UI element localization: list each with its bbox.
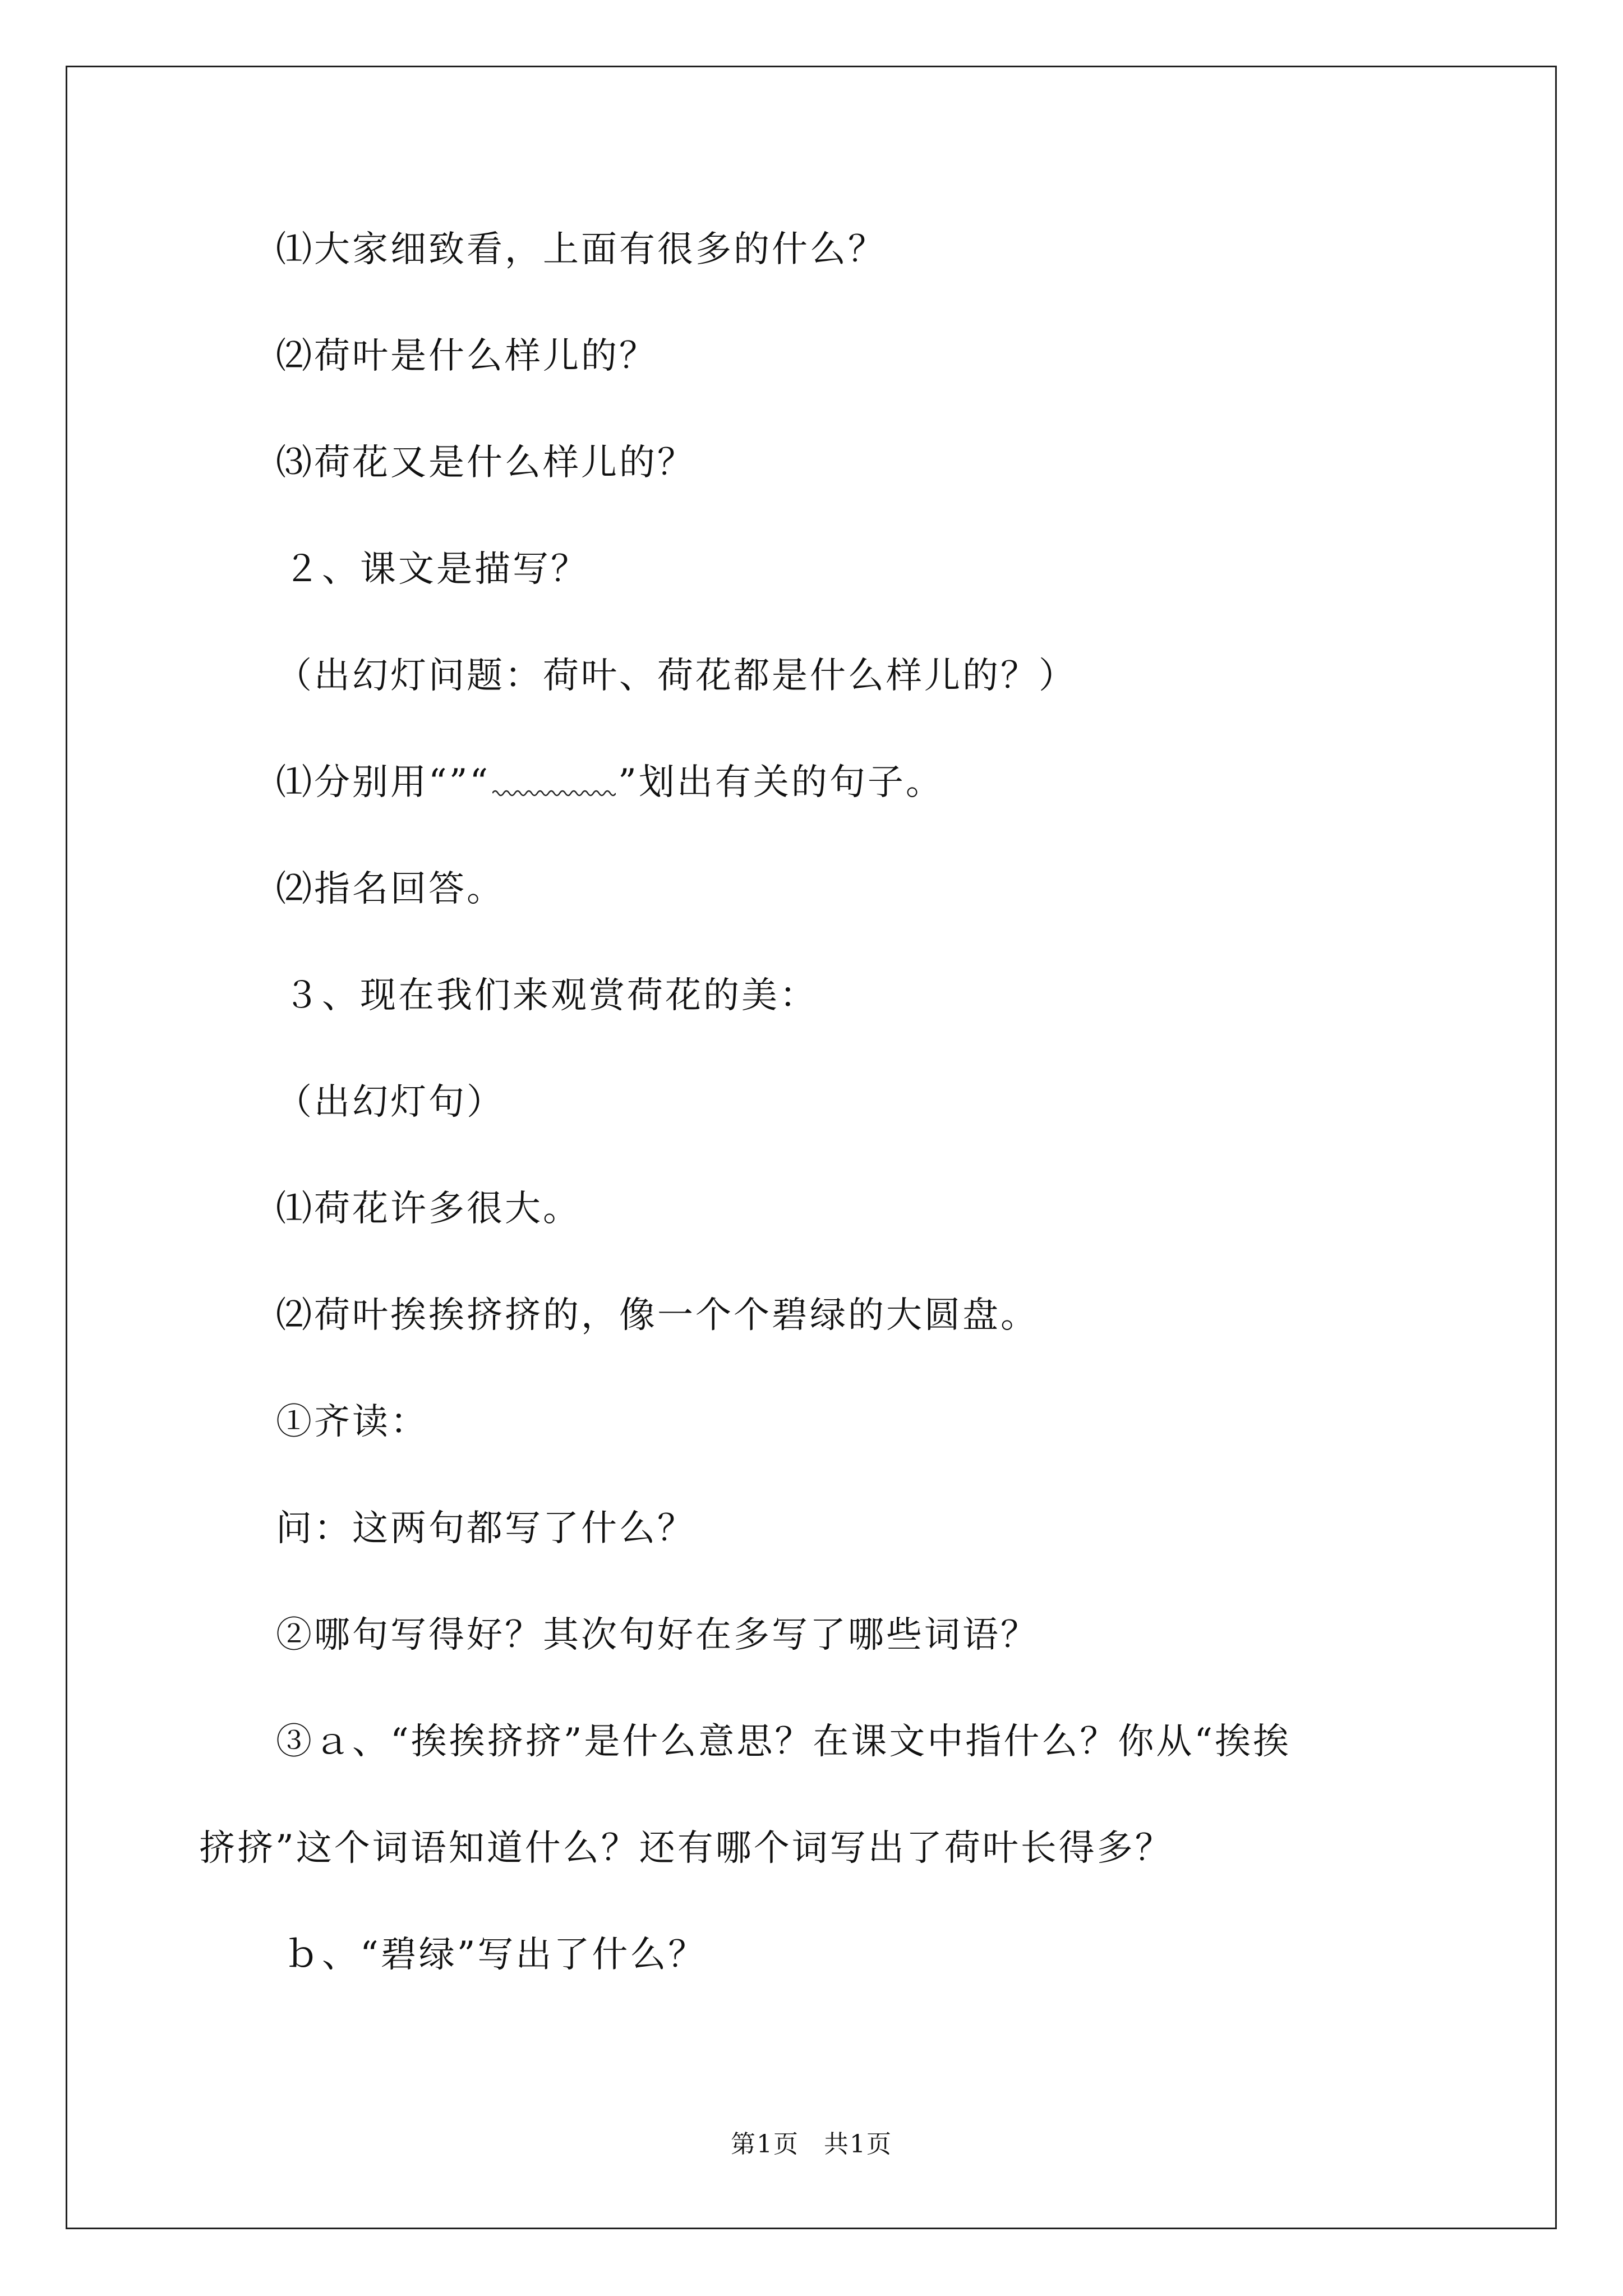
text-line-8: ３、现在我们来观赏荷花的美： bbox=[284, 975, 818, 1016]
page-footer bbox=[0, 2129, 1623, 2160]
text-line-4: ２、课文是描写？ bbox=[284, 549, 589, 590]
page-total: 共1页 bbox=[824, 2130, 892, 2159]
text-line-6-end: ”划出有关的句子。 bbox=[618, 762, 944, 803]
text-line-1: ⑴大家细致看，上面有很多的什么？ bbox=[276, 229, 886, 270]
text-line-5: （出幻灯问题：荷叶、荷花都是什么样儿的？） bbox=[276, 655, 1077, 697]
text-line-6-start: ⑴分别用“”“ bbox=[276, 762, 491, 803]
text-line-9: （出幻灯句） bbox=[276, 1082, 505, 1123]
text-line-2: ⑵荷叶是什么样儿的？ bbox=[276, 335, 657, 377]
text-line-17: ｂ、“碧绿”写出了什么？ bbox=[284, 1934, 707, 1976]
page-frame bbox=[66, 66, 1557, 2229]
text-line-12: ①齐读： bbox=[276, 1401, 428, 1443]
text-line-6 bbox=[276, 760, 944, 805]
text-line-15: ③ａ、“挨挨挤挤”是什么意思？在课文中指什么？你从“挨挨 bbox=[276, 1721, 1292, 1763]
text-line-14: ②哪句写得好？其次句好在多写了哪些词语？ bbox=[276, 1614, 1039, 1656]
text-line-16: 挤挤”这个词语知道什么？还有哪个词写出了荷叶长得多？ bbox=[199, 1828, 1173, 1869]
text-line-10: ⑴荷花许多很大。 bbox=[276, 1188, 581, 1230]
text-line-13: 问：这两句都写了什么？ bbox=[276, 1508, 695, 1549]
text-line-3: ⑶荷花又是什么样儿的？ bbox=[276, 442, 695, 484]
wavy-underline-mark bbox=[492, 784, 616, 798]
text-line-7: ⑵指名回答。 bbox=[276, 868, 505, 910]
text-line-11: ⑵荷叶挨挨挤挤的，像一个个碧绿的大圆盘。 bbox=[276, 1295, 1039, 1336]
page-number: 第1页 bbox=[731, 2130, 799, 2159]
